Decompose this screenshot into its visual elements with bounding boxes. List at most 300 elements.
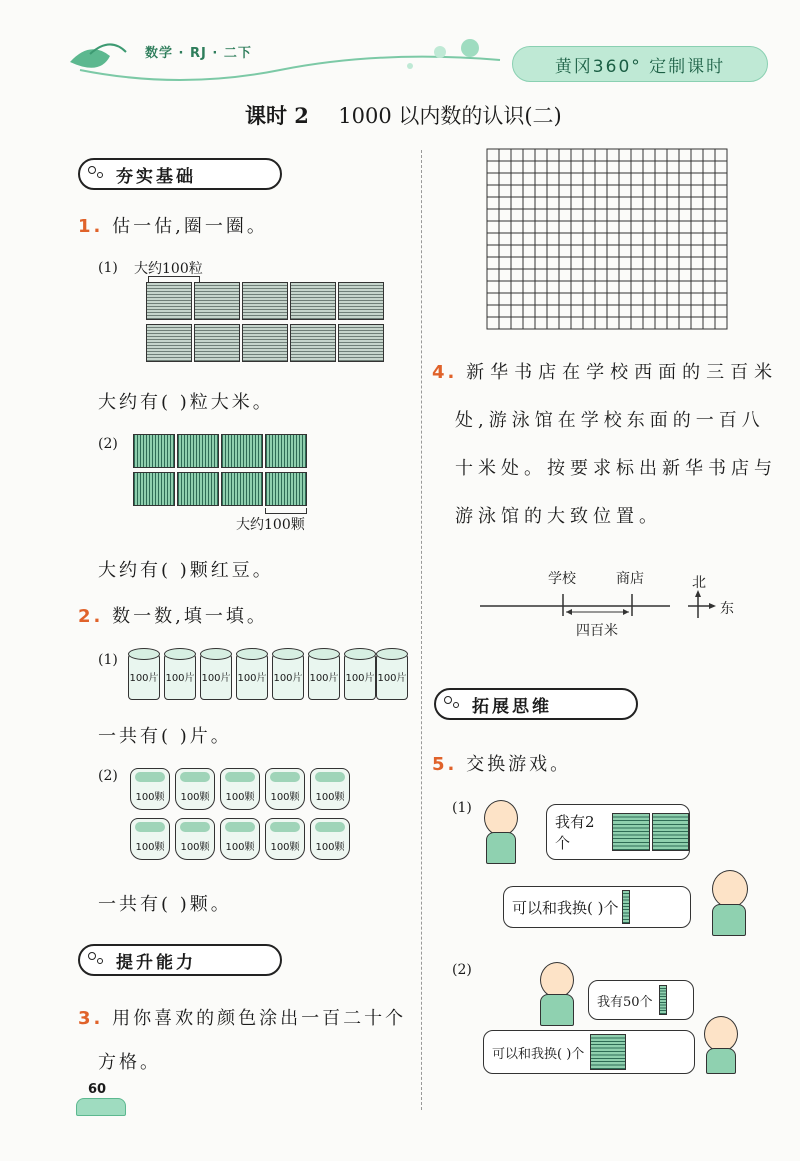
grid-cell[interactable]: [499, 209, 511, 221]
grid-cell[interactable]: [667, 185, 679, 197]
grid-cell[interactable]: [547, 161, 559, 173]
grid-cell[interactable]: [691, 173, 703, 185]
grid-cell[interactable]: [511, 269, 523, 281]
grid-cell[interactable]: [583, 293, 595, 305]
grid-cell[interactable]: [511, 233, 523, 245]
grid-cell[interactable]: [655, 209, 667, 221]
grid-cell[interactable]: [535, 149, 547, 161]
grid-cell[interactable]: [631, 149, 643, 161]
grid-cell[interactable]: [715, 245, 727, 257]
grid-cell[interactable]: [559, 257, 571, 269]
grid-cell[interactable]: [607, 305, 619, 317]
grid-cell[interactable]: [559, 281, 571, 293]
grid-cell[interactable]: [607, 233, 619, 245]
grid-cell[interactable]: [631, 317, 643, 329]
grid-cell[interactable]: [571, 245, 583, 257]
grid-cell[interactable]: [703, 221, 715, 233]
grid-cell[interactable]: [571, 197, 583, 209]
grid-cell[interactable]: [571, 221, 583, 233]
grid-cell[interactable]: [631, 269, 643, 281]
grid-cell[interactable]: [571, 305, 583, 317]
grid-cell[interactable]: [595, 317, 607, 329]
grid-cell[interactable]: [523, 317, 535, 329]
grid-cell[interactable]: [691, 293, 703, 305]
grid-cell[interactable]: [487, 317, 499, 329]
grid-cell[interactable]: [499, 185, 511, 197]
grid-cell[interactable]: [679, 317, 691, 329]
grid-cell[interactable]: [607, 221, 619, 233]
grid-cell[interactable]: [655, 149, 667, 161]
grid-cell[interactable]: [631, 209, 643, 221]
grid-cell[interactable]: [679, 209, 691, 221]
grid-cell[interactable]: [499, 197, 511, 209]
grid-cell[interactable]: [667, 173, 679, 185]
grid-cell[interactable]: [547, 185, 559, 197]
grid-cell[interactable]: [703, 161, 715, 173]
grid-cell[interactable]: [487, 257, 499, 269]
grid-cell[interactable]: [715, 173, 727, 185]
grid-cell[interactable]: [595, 197, 607, 209]
grid-cell[interactable]: [499, 161, 511, 173]
grid-cell[interactable]: [499, 233, 511, 245]
grid-cell[interactable]: [559, 149, 571, 161]
grid-cell[interactable]: [571, 269, 583, 281]
grid-cell[interactable]: [679, 245, 691, 257]
grid-cell[interactable]: [583, 305, 595, 317]
grid-cell[interactable]: [655, 221, 667, 233]
grid-cell[interactable]: [655, 317, 667, 329]
grid-cell[interactable]: [643, 257, 655, 269]
grid-cell[interactable]: [547, 269, 559, 281]
grid-cell[interactable]: [595, 269, 607, 281]
grid-cell[interactable]: [499, 257, 511, 269]
grid-cell[interactable]: [571, 173, 583, 185]
grid-cell[interactable]: [583, 161, 595, 173]
grid-cell[interactable]: [559, 305, 571, 317]
grid-cell[interactable]: [535, 233, 547, 245]
grid-cell[interactable]: [595, 293, 607, 305]
grid-cell[interactable]: [511, 317, 523, 329]
grid-cell[interactable]: [643, 293, 655, 305]
grid-cell[interactable]: [655, 305, 667, 317]
grid-cell[interactable]: [679, 257, 691, 269]
grid-cell[interactable]: [535, 281, 547, 293]
grid-cell[interactable]: [571, 233, 583, 245]
grid-cell[interactable]: [547, 305, 559, 317]
grid-cell[interactable]: [655, 269, 667, 281]
grid-cell[interactable]: [691, 257, 703, 269]
grid-cell[interactable]: [655, 245, 667, 257]
grid-cell[interactable]: [607, 197, 619, 209]
grid-cell[interactable]: [703, 317, 715, 329]
grid-cell[interactable]: [583, 269, 595, 281]
grid-cell[interactable]: [535, 185, 547, 197]
grid-cell[interactable]: [571, 149, 583, 161]
grid-cell[interactable]: [499, 245, 511, 257]
grid-cell[interactable]: [487, 185, 499, 197]
grid-cell[interactable]: [631, 245, 643, 257]
grid-cell[interactable]: [631, 221, 643, 233]
grid-cell[interactable]: [679, 161, 691, 173]
grid-cell[interactable]: [631, 197, 643, 209]
grid-cell[interactable]: [691, 281, 703, 293]
grid-cell[interactable]: [523, 245, 535, 257]
grid-cell[interactable]: [667, 221, 679, 233]
grid-cell[interactable]: [583, 209, 595, 221]
grid-cell[interactable]: [559, 197, 571, 209]
grid-cell[interactable]: [631, 173, 643, 185]
grid-cell[interactable]: [667, 317, 679, 329]
grid-cell[interactable]: [595, 185, 607, 197]
grid-cell[interactable]: [703, 185, 715, 197]
grid-cell[interactable]: [523, 149, 535, 161]
grid-cell[interactable]: [499, 317, 511, 329]
grid-cell[interactable]: [715, 281, 727, 293]
grid-cell[interactable]: [655, 257, 667, 269]
grid-cell[interactable]: [511, 245, 523, 257]
grid-cell[interactable]: [703, 257, 715, 269]
grid-cell[interactable]: [595, 257, 607, 269]
grid-cell[interactable]: [499, 305, 511, 317]
grid-cell[interactable]: [715, 269, 727, 281]
grid-cell[interactable]: [523, 293, 535, 305]
grid-cell[interactable]: [715, 185, 727, 197]
grid-cell[interactable]: [655, 185, 667, 197]
grid-cell[interactable]: [631, 233, 643, 245]
grid-cell[interactable]: [619, 161, 631, 173]
grid-cell[interactable]: [487, 233, 499, 245]
grid-cell[interactable]: [631, 161, 643, 173]
grid-cell[interactable]: [535, 161, 547, 173]
grid-cell[interactable]: [559, 185, 571, 197]
grid-cell[interactable]: [667, 149, 679, 161]
grid-cell[interactable]: [523, 185, 535, 197]
grid-cell[interactable]: [547, 317, 559, 329]
grid-cell[interactable]: [595, 221, 607, 233]
grid-cell[interactable]: [643, 281, 655, 293]
grid-cell[interactable]: [499, 293, 511, 305]
grid-cell[interactable]: [571, 209, 583, 221]
grid-cell[interactable]: [607, 185, 619, 197]
grid-cell[interactable]: [679, 197, 691, 209]
grid-cell[interactable]: [715, 317, 727, 329]
grid-cell[interactable]: [499, 281, 511, 293]
grid-cell[interactable]: [595, 161, 607, 173]
grid-cell[interactable]: [655, 281, 667, 293]
grid-cell[interactable]: [523, 161, 535, 173]
grid-cell[interactable]: [487, 173, 499, 185]
grid-cell[interactable]: [691, 317, 703, 329]
grid-cell[interactable]: [583, 257, 595, 269]
grid-cell[interactable]: [511, 305, 523, 317]
grid-cell[interactable]: [607, 317, 619, 329]
grid-cell[interactable]: [679, 269, 691, 281]
grid-cell[interactable]: [667, 161, 679, 173]
grid-cell[interactable]: [715, 209, 727, 221]
grid-cell[interactable]: [679, 173, 691, 185]
grid-cell[interactable]: [487, 209, 499, 221]
grid-cell[interactable]: [691, 269, 703, 281]
grid-cell[interactable]: [583, 317, 595, 329]
grid-cell[interactable]: [703, 269, 715, 281]
grid-cell[interactable]: [655, 161, 667, 173]
grid-cell[interactable]: [511, 173, 523, 185]
grid-cell[interactable]: [703, 293, 715, 305]
grid-cell[interactable]: [631, 305, 643, 317]
grid-cell[interactable]: [703, 149, 715, 161]
grid-cell[interactable]: [547, 293, 559, 305]
grid-cell[interactable]: [559, 317, 571, 329]
grid-cell[interactable]: [547, 149, 559, 161]
grid-cell[interactable]: [547, 257, 559, 269]
grid-cell[interactable]: [691, 233, 703, 245]
grid-cell[interactable]: [667, 245, 679, 257]
grid-svg[interactable]: [486, 148, 730, 334]
grid-cell[interactable]: [523, 281, 535, 293]
grid-cell[interactable]: [583, 233, 595, 245]
grid-cell[interactable]: [691, 185, 703, 197]
grid-cell[interactable]: [523, 257, 535, 269]
grid-cell[interactable]: [703, 233, 715, 245]
grid-cell[interactable]: [547, 209, 559, 221]
grid-cell[interactable]: [595, 149, 607, 161]
grid-cell[interactable]: [487, 293, 499, 305]
grid-cell[interactable]: [499, 269, 511, 281]
grid-cell[interactable]: [667, 281, 679, 293]
grid-cell[interactable]: [583, 149, 595, 161]
grid-cell[interactable]: [487, 161, 499, 173]
grid-cell[interactable]: [691, 197, 703, 209]
grid-cell[interactable]: [559, 221, 571, 233]
grid-cell[interactable]: [715, 197, 727, 209]
grid-cell[interactable]: [631, 281, 643, 293]
grid-cell[interactable]: [523, 233, 535, 245]
grid-cell[interactable]: [679, 293, 691, 305]
coloring-grid[interactable]: [486, 148, 730, 338]
grid-cell[interactable]: [667, 233, 679, 245]
grid-cell[interactable]: [703, 281, 715, 293]
grid-cell[interactable]: [619, 245, 631, 257]
grid-cell[interactable]: [679, 305, 691, 317]
grid-cell[interactable]: [619, 173, 631, 185]
grid-cell[interactable]: [643, 161, 655, 173]
grid-cell[interactable]: [595, 245, 607, 257]
grid-cell[interactable]: [619, 221, 631, 233]
grid-cell[interactable]: [571, 281, 583, 293]
grid-cell[interactable]: [607, 161, 619, 173]
grid-cell[interactable]: [487, 197, 499, 209]
grid-cell[interactable]: [643, 245, 655, 257]
grid-cell[interactable]: [547, 221, 559, 233]
grid-cell[interactable]: [655, 197, 667, 209]
grid-cell[interactable]: [487, 149, 499, 161]
grid-cell[interactable]: [571, 257, 583, 269]
grid-cell[interactable]: [691, 245, 703, 257]
grid-cell[interactable]: [487, 221, 499, 233]
grid-cell[interactable]: [703, 209, 715, 221]
grid-cell[interactable]: [607, 257, 619, 269]
grid-cell[interactable]: [583, 185, 595, 197]
grid-cell[interactable]: [547, 281, 559, 293]
grid-cell[interactable]: [499, 149, 511, 161]
grid-cell[interactable]: [631, 185, 643, 197]
grid-cell[interactable]: [523, 305, 535, 317]
grid-cell[interactable]: [703, 173, 715, 185]
grid-cell[interactable]: [559, 245, 571, 257]
grid-cell[interactable]: [499, 173, 511, 185]
grid-cell[interactable]: [535, 221, 547, 233]
grid-cell[interactable]: [607, 209, 619, 221]
grid-cell[interactable]: [715, 257, 727, 269]
grid-cell[interactable]: [667, 293, 679, 305]
grid-cell[interactable]: [571, 161, 583, 173]
grid-cell[interactable]: [583, 197, 595, 209]
grid-cell[interactable]: [631, 293, 643, 305]
grid-cell[interactable]: [511, 293, 523, 305]
grid-cell[interactable]: [715, 293, 727, 305]
grid-cell[interactable]: [643, 197, 655, 209]
grid-cell[interactable]: [535, 173, 547, 185]
grid-cell[interactable]: [715, 233, 727, 245]
grid-cell[interactable]: [511, 197, 523, 209]
grid-cell[interactable]: [667, 209, 679, 221]
grid-cell[interactable]: [583, 173, 595, 185]
grid-cell[interactable]: [691, 221, 703, 233]
grid-cell[interactable]: [595, 305, 607, 317]
grid-cell[interactable]: [499, 221, 511, 233]
grid-cell[interactable]: [571, 317, 583, 329]
grid-cell[interactable]: [607, 173, 619, 185]
grid-cell[interactable]: [535, 305, 547, 317]
grid-cell[interactable]: [703, 197, 715, 209]
grid-cell[interactable]: [619, 317, 631, 329]
grid-cell[interactable]: [607, 149, 619, 161]
grid-cell[interactable]: [643, 209, 655, 221]
grid-cell[interactable]: [691, 305, 703, 317]
grid-cell[interactable]: [571, 185, 583, 197]
grid-cell[interactable]: [607, 281, 619, 293]
grid-cell[interactable]: [679, 221, 691, 233]
grid-cell[interactable]: [511, 209, 523, 221]
grid-cell[interactable]: [583, 281, 595, 293]
grid-cell[interactable]: [715, 305, 727, 317]
grid-cell[interactable]: [535, 245, 547, 257]
grid-cell[interactable]: [643, 149, 655, 161]
grid-cell[interactable]: [547, 197, 559, 209]
grid-cell[interactable]: [691, 161, 703, 173]
grid-cell[interactable]: [487, 281, 499, 293]
grid-cell[interactable]: [679, 185, 691, 197]
grid-cell[interactable]: [619, 233, 631, 245]
grid-cell[interactable]: [511, 161, 523, 173]
grid-cell[interactable]: [715, 149, 727, 161]
grid-cell[interactable]: [559, 209, 571, 221]
grid-cell[interactable]: [559, 173, 571, 185]
grid-cell[interactable]: [619, 281, 631, 293]
grid-cell[interactable]: [679, 233, 691, 245]
grid-cell[interactable]: [559, 233, 571, 245]
grid-cell[interactable]: [595, 173, 607, 185]
grid-cell[interactable]: [535, 197, 547, 209]
grid-cell[interactable]: [619, 209, 631, 221]
grid-cell[interactable]: [559, 269, 571, 281]
grid-cell[interactable]: [523, 269, 535, 281]
grid-cell[interactable]: [535, 257, 547, 269]
grid-cell[interactable]: [583, 245, 595, 257]
grid-cell[interactable]: [691, 209, 703, 221]
grid-cell[interactable]: [511, 149, 523, 161]
grid-cell[interactable]: [607, 269, 619, 281]
grid-cell[interactable]: [643, 269, 655, 281]
grid-cell[interactable]: [511, 185, 523, 197]
grid-cell[interactable]: [559, 293, 571, 305]
grid-cell[interactable]: [535, 293, 547, 305]
grid-cell[interactable]: [547, 245, 559, 257]
grid-cell[interactable]: [535, 209, 547, 221]
grid-cell[interactable]: [655, 293, 667, 305]
grid-cell[interactable]: [715, 221, 727, 233]
grid-cell[interactable]: [595, 281, 607, 293]
grid-cell[interactable]: [559, 161, 571, 173]
grid-cell[interactable]: [643, 305, 655, 317]
grid-cell[interactable]: [547, 173, 559, 185]
grid-cell[interactable]: [571, 293, 583, 305]
grid-cell[interactable]: [643, 185, 655, 197]
grid-cell[interactable]: [547, 233, 559, 245]
grid-cell[interactable]: [667, 269, 679, 281]
grid-cell[interactable]: [595, 233, 607, 245]
grid-cell[interactable]: [583, 221, 595, 233]
grid-cell[interactable]: [679, 149, 691, 161]
grid-cell[interactable]: [715, 161, 727, 173]
grid-cell[interactable]: [679, 281, 691, 293]
grid-cell[interactable]: [511, 257, 523, 269]
grid-cell[interactable]: [487, 305, 499, 317]
grid-cell[interactable]: [523, 197, 535, 209]
grid-cell[interactable]: [703, 305, 715, 317]
grid-cell[interactable]: [703, 245, 715, 257]
grid-cell[interactable]: [643, 317, 655, 329]
grid-cell[interactable]: [511, 221, 523, 233]
grid-cell[interactable]: [667, 305, 679, 317]
grid-cell[interactable]: [607, 245, 619, 257]
grid-cell[interactable]: [619, 185, 631, 197]
grid-cell[interactable]: [511, 281, 523, 293]
grid-cell[interactable]: [643, 233, 655, 245]
grid-cell[interactable]: [631, 257, 643, 269]
grid-cell[interactable]: [667, 197, 679, 209]
grid-cell[interactable]: [619, 257, 631, 269]
grid-cell[interactable]: [535, 317, 547, 329]
grid-cell[interactable]: [535, 269, 547, 281]
grid-cell[interactable]: [643, 221, 655, 233]
grid-cell[interactable]: [691, 149, 703, 161]
grid-cell[interactable]: [595, 209, 607, 221]
grid-cell[interactable]: [619, 149, 631, 161]
grid-cell[interactable]: [619, 293, 631, 305]
grid-cell[interactable]: [487, 245, 499, 257]
grid-cell[interactable]: [643, 173, 655, 185]
grid-cell[interactable]: [667, 257, 679, 269]
grid-cell[interactable]: [523, 221, 535, 233]
grid-cell[interactable]: [619, 269, 631, 281]
grid-cell[interactable]: [607, 293, 619, 305]
grid-cell[interactable]: [523, 173, 535, 185]
grid-cell[interactable]: [619, 197, 631, 209]
grid-cell[interactable]: [655, 173, 667, 185]
grid-cell[interactable]: [523, 209, 535, 221]
grid-cell[interactable]: [487, 269, 499, 281]
